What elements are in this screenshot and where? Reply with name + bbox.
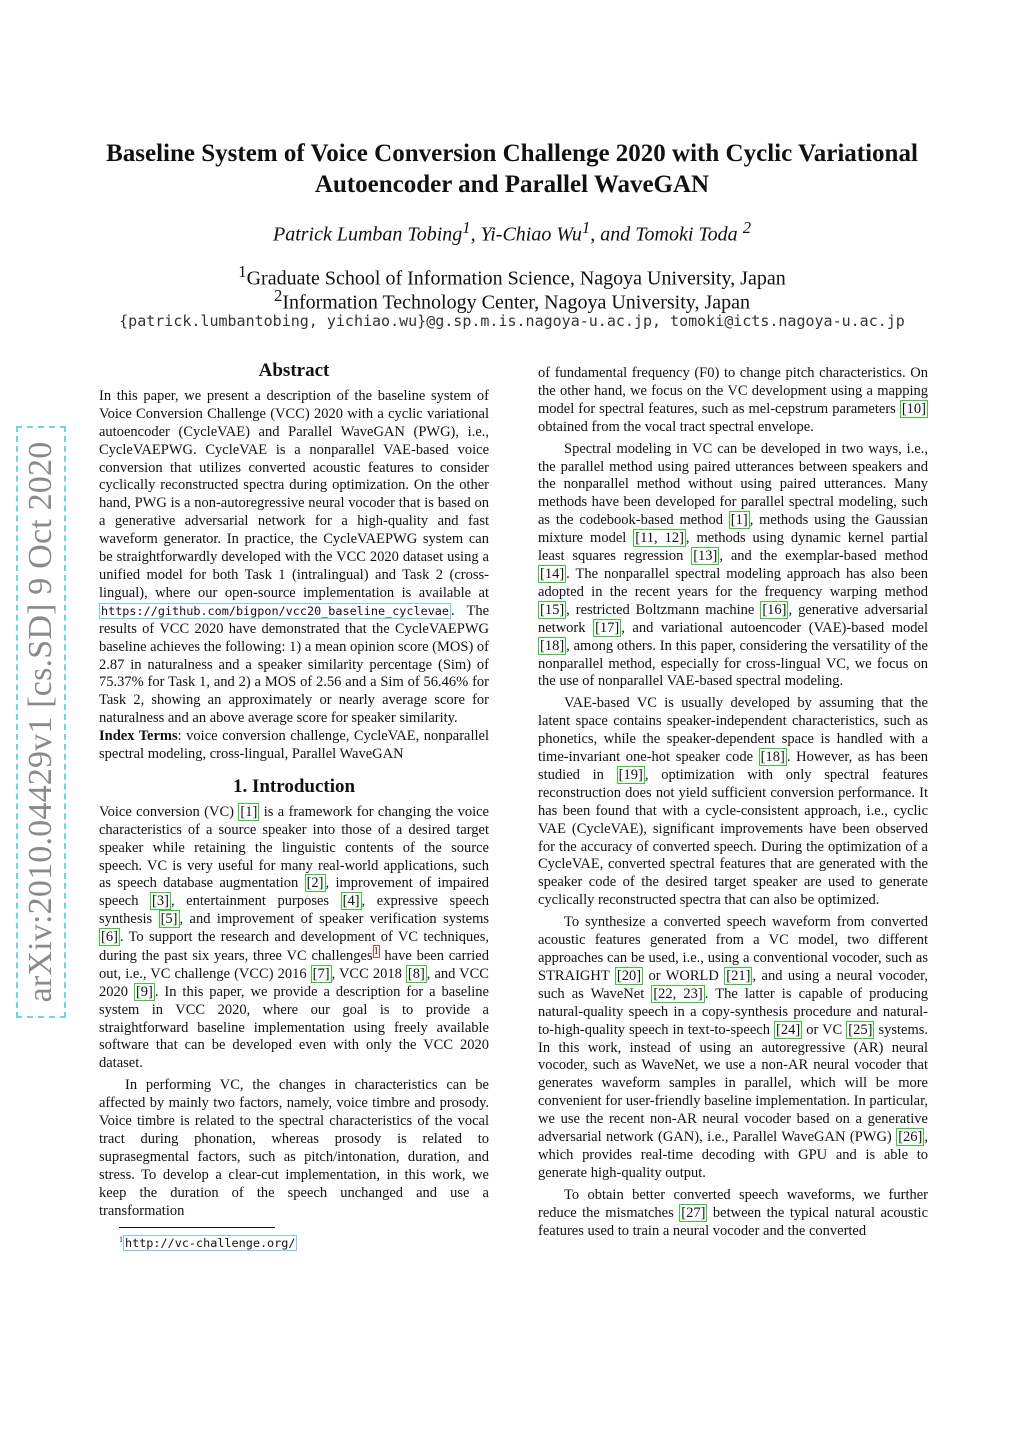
citation-link[interactable]: [4]	[342, 893, 360, 910]
citation-link[interactable]: [9]	[135, 983, 153, 1000]
citation-link[interactable]: [17]	[595, 619, 620, 636]
citation-link[interactable]: [3]	[152, 893, 169, 910]
text-run: Voice conversion (VC)	[99, 803, 239, 820]
citation-link[interactable]: [25]	[848, 1021, 873, 1038]
text-run: , generative adversarial network	[538, 601, 929, 636]
text-run: . The nonparallel spectral modeling approach has also been adopted in the recent years for the frequency warping method	[538, 565, 928, 600]
citation-link[interactable]: [1]	[240, 803, 258, 820]
arxiv-identifier: arXiv:2010.04429v1 [cs.SD] 9 Oct 2020	[22, 441, 59, 1003]
citation-link[interactable]: [13]	[693, 548, 718, 565]
author-list: Patrick Lumban Tobing$^1$, Yi-Chiao Wu$^1$, and Tomoki Toda $^2$	[272, 218, 752, 246]
text-run: , which provides real-time decoding with GPU and is able to generate high-quality output.	[538, 1129, 928, 1181]
title-line-2: Autoencoder and Parallel WaveGAN	[314, 171, 710, 198]
author-3: and Tomoki Toda	[600, 223, 738, 246]
text-run: , VCC 2018	[331, 965, 406, 982]
text-run: , improvement of impaired speech	[99, 875, 489, 910]
paper-title	[80, 138, 944, 200]
text-run: . However, as has been studied in	[538, 749, 928, 783]
text-run: , and the exemplar-based method	[719, 548, 928, 565]
footnote-link[interactable]: http://vc-challenge.org/	[125, 1235, 296, 1250]
footnote-mark[interactable]: 1	[373, 946, 379, 958]
text-run: obtained from the vocal tract spectral envelope.	[538, 418, 814, 435]
footnote-rule	[119, 1227, 275, 1228]
right-paragraph-3	[538, 695, 928, 910]
right-paragraph-2	[538, 441, 928, 692]
text-run: , optimization with only spectral features reconstruction does not yield sufficient conversion performance. It has been found that with a cycle-consistent approach, i.e., cyclic VAE (CycleVAE), significant improvements have been observed for the accuracy of converted speech. During the optimization of a CycleVAE, converted spectral features that are generated with the speaker code of the desired target speaker are used to generate cyclically reconstructed spectra that can also be optimized.	[538, 766, 928, 909]
citation-link[interactable]: [21]	[726, 967, 751, 984]
affiliation-1: $^1$Graduate School of Information Science, Nagoya University, Japan	[238, 262, 786, 290]
intro-paragraph-1	[99, 804, 489, 1073]
citation-link[interactable]: [6]	[101, 929, 118, 946]
text-run: or VC	[802, 1021, 847, 1038]
title-line-1: Baseline System of Voice Conversion Challenge 2020 with Cyclic Variational	[106, 140, 918, 167]
citation-link[interactable]: [7]	[312, 965, 330, 982]
abstract-heading: Abstract	[258, 360, 330, 381]
text-run: Spectral modeling in VC can be developed in two ways, i.e., the parallel method using paired utterances between speakers and the nonparallel method without using paired utterances. Many methods have been developed for parallel spectral modeling, such as the codebook-based method	[538, 440, 928, 529]
arxiv-identifier-box[interactable]	[16, 426, 66, 1018]
text-run: is a framework for changing the voice characteristics of a source speaker into those of a desired target speaker while retaining the linguistic contents of the source speech. VC is very useful for many real-world applications, such as speech database augmentation	[99, 803, 489, 892]
footnote: $^1$ http://vc-challenge.org/	[119, 1234, 296, 1250]
text-run: , and improvement of speaker verification systems	[179, 911, 490, 928]
text-run: . To support the research and development of VC techniques, during the past six years, three VC challenges	[99, 929, 489, 964]
author-2: Yi-Chiao Wu	[480, 223, 582, 246]
citation-link[interactable]: [15]	[540, 601, 565, 618]
citation-link[interactable]: [1]	[730, 512, 748, 529]
repo-link[interactable]: https://github.com/bigpon/vcc20_baseline_cyclevae	[101, 603, 450, 618]
citation-link[interactable]: [27]	[681, 1204, 706, 1221]
text-run: between the typical natural acoustic features used to train a neural vocoder and the converted	[538, 1204, 929, 1239]
citation-link[interactable]: [10]	[901, 400, 926, 417]
text-run: . The latter is capable of producing natural-quality speech in a copy-synthesis procedure and natural-to-high-quality speech in text-to-speech	[538, 985, 928, 1038]
citation-link[interactable]: [16]	[762, 601, 787, 618]
text-run: systems. In this work, instead of using an autoregressive (AR) neural vocoder, such as WaveNet, we use a non-AR neural vocoder that generates waveform samples in parallel, which will be more convenient for user-friendly baseline implementation. In particular, we use the recent non-AR neural vocoder based on a generative adversarial network (GAN), i.e., Parallel WaveGAN (PWG)	[538, 1021, 929, 1146]
left-column	[99, 362, 489, 1252]
text-run: . In this paper, we provide a description for a baseline system in VCC 2020, where our goal is to provide a straightforward baseline implementation using freely available software that can be developed even with only the VCC 2020 dataset.	[99, 983, 489, 1072]
citation-link[interactable]: [24]	[776, 1021, 801, 1038]
citation-link[interactable]: [22, 23]	[653, 985, 703, 1002]
citation-link[interactable]: [5]	[160, 911, 178, 928]
citation-link[interactable]: [2]	[306, 875, 324, 892]
citation-link[interactable]: [26]	[898, 1129, 923, 1146]
index-terms-label: Index Terms	[99, 728, 178, 745]
introduction-heading: 1. Introduction	[232, 775, 356, 797]
text-run: , expressive speech synthesis	[99, 893, 489, 928]
abstract-body: In this paper, we present a description of the baseline system of Voice Conversion Challenge (VCC) 2020 with a cyclic variational autoencoder (CycleVAE) and Parallel WaveGAN (PWG), i.e., CycleVAEPWG. CycleVAE is a nonparallel VAE-based voice conversion that utilizes converted acoustic features to consider cyclically reconstructed spectra during optimization. On the other hand, PWG is a non-autoregressive neural vocoder that is based on a generative adversarial network for a high-quality and fast waveform generator. In practice, the CycleVAEPWG system can be straightforwardly developed with the VCC 2020 dataset using a unified model for both Task 1 (intralingual) and Task 2 (cross-lingual), where our open-source implementation is available at https://github.com/bigpon/vcc20_baseline_cyclevae . The results of VCC 2020 have demonstrated that the CycleVAEPWG baseline achieves the following: 1) a mean opinion score (MOS) of 2.87 in naturalness and a speaker similarity percentage (Sim) of 75.37% for Task 1, and 2) a MOS of 2.56 and a Sim of 56.46% for Task 2, showing an approximately or nearly average score for naturalness and an above average score for speaker similarity. Index Terms: voice conversion challenge, CycleVAE, nonparallel spectral modeling, cross-lingual, Parallel WaveGAN	[99, 387, 489, 763]
citation-link[interactable]: [20]	[616, 967, 642, 984]
author-1: Patrick Lumban Tobing	[272, 223, 463, 246]
author-emails: {patrick.lumbantobing, yichiao.wu}@g.sp.m.is.nagoya-u.ac.jp, tomoki@icts.nagoya-u.ac.jp	[119, 312, 905, 330]
affiliation-2: $^2$Information Technology Center, Nagoya University, Japan	[273, 286, 750, 314]
text-run: have been carried out, i.e., VC challenge (VCC) 2016	[99, 947, 489, 982]
citation-link[interactable]: [11, 12]	[635, 530, 684, 547]
text-run: , methods using dynamic kernel partial least squares regression	[538, 530, 928, 565]
right-paragraph-4	[538, 914, 928, 1183]
citation-link[interactable]: [14]	[540, 565, 565, 582]
index-terms: : voice conversion challenge, CycleVAE, nonparallel spectral modeling, cross-lingual, Parallel WaveGAN	[99, 728, 489, 763]
text-run: , restricted Boltzmann machine	[566, 601, 761, 618]
text-run: To synthesize a converted speech waveform from converted acoustic features generated from a VC model, two different approaches can be used, i.e., using a conventional vocoder, such as STRAIGHT	[538, 914, 928, 984]
text-run: , and using a neural vocoder, such as WaveNet	[538, 967, 928, 1002]
text-run: , methods using the Gaussian mixture model	[538, 512, 928, 547]
text-run: or WORLD	[643, 967, 725, 984]
text-run: of fundamental frequency (F0) to change pitch characteristics. On the other hand, we focus on the VC development using a mapping model for spectral features, such as mel-cepstrum parameters	[538, 365, 928, 417]
text-run: , among others. In this paper, considering the versatility of the nonparallel method, especially for cross-lingual VC, we focus on the use of nonparallel VAE-based spectral modeling.	[538, 637, 928, 690]
text-run: VAE-based VC is usually developed by assuming that the latent space contains speaker-independent characteristics, such as phonetics, while the speaker-dependent space is handled with a time-invariant one-hot speaker code	[538, 695, 928, 766]
citation-link[interactable]: [8]	[407, 965, 425, 982]
text-run: To obtain better converted speech waveforms, we further reduce the mismatches	[538, 1186, 928, 1221]
text-run: , entertainment purposes	[170, 893, 341, 910]
text-run: , and VCC 2020	[99, 965, 489, 1000]
right-column	[538, 365, 928, 1245]
citation-link[interactable]: [18]	[540, 637, 565, 654]
citation-link[interactable]: [18]	[760, 749, 785, 766]
intro-paragraph-2: In performing VC, the changes in characteristics can be affected by mainly two factors, namely, voice timbre and prosody. Voice timbre is related to the spectral characteristics of the vocal tract during phonation, whereas prosody is related to suprasegmental factors, such as pitch/intonation, duration, and stress. To develop a clear-cut implementation, in this work, we keep the duration of the speech unchanged and use a transformation	[99, 1077, 489, 1219]
text-run: , and variational autoencoder (VAE)-based model	[621, 619, 929, 636]
citation-link[interactable]: [19]	[618, 766, 643, 783]
right-paragraph-5	[538, 1187, 928, 1241]
right-paragraph-1	[538, 365, 928, 437]
